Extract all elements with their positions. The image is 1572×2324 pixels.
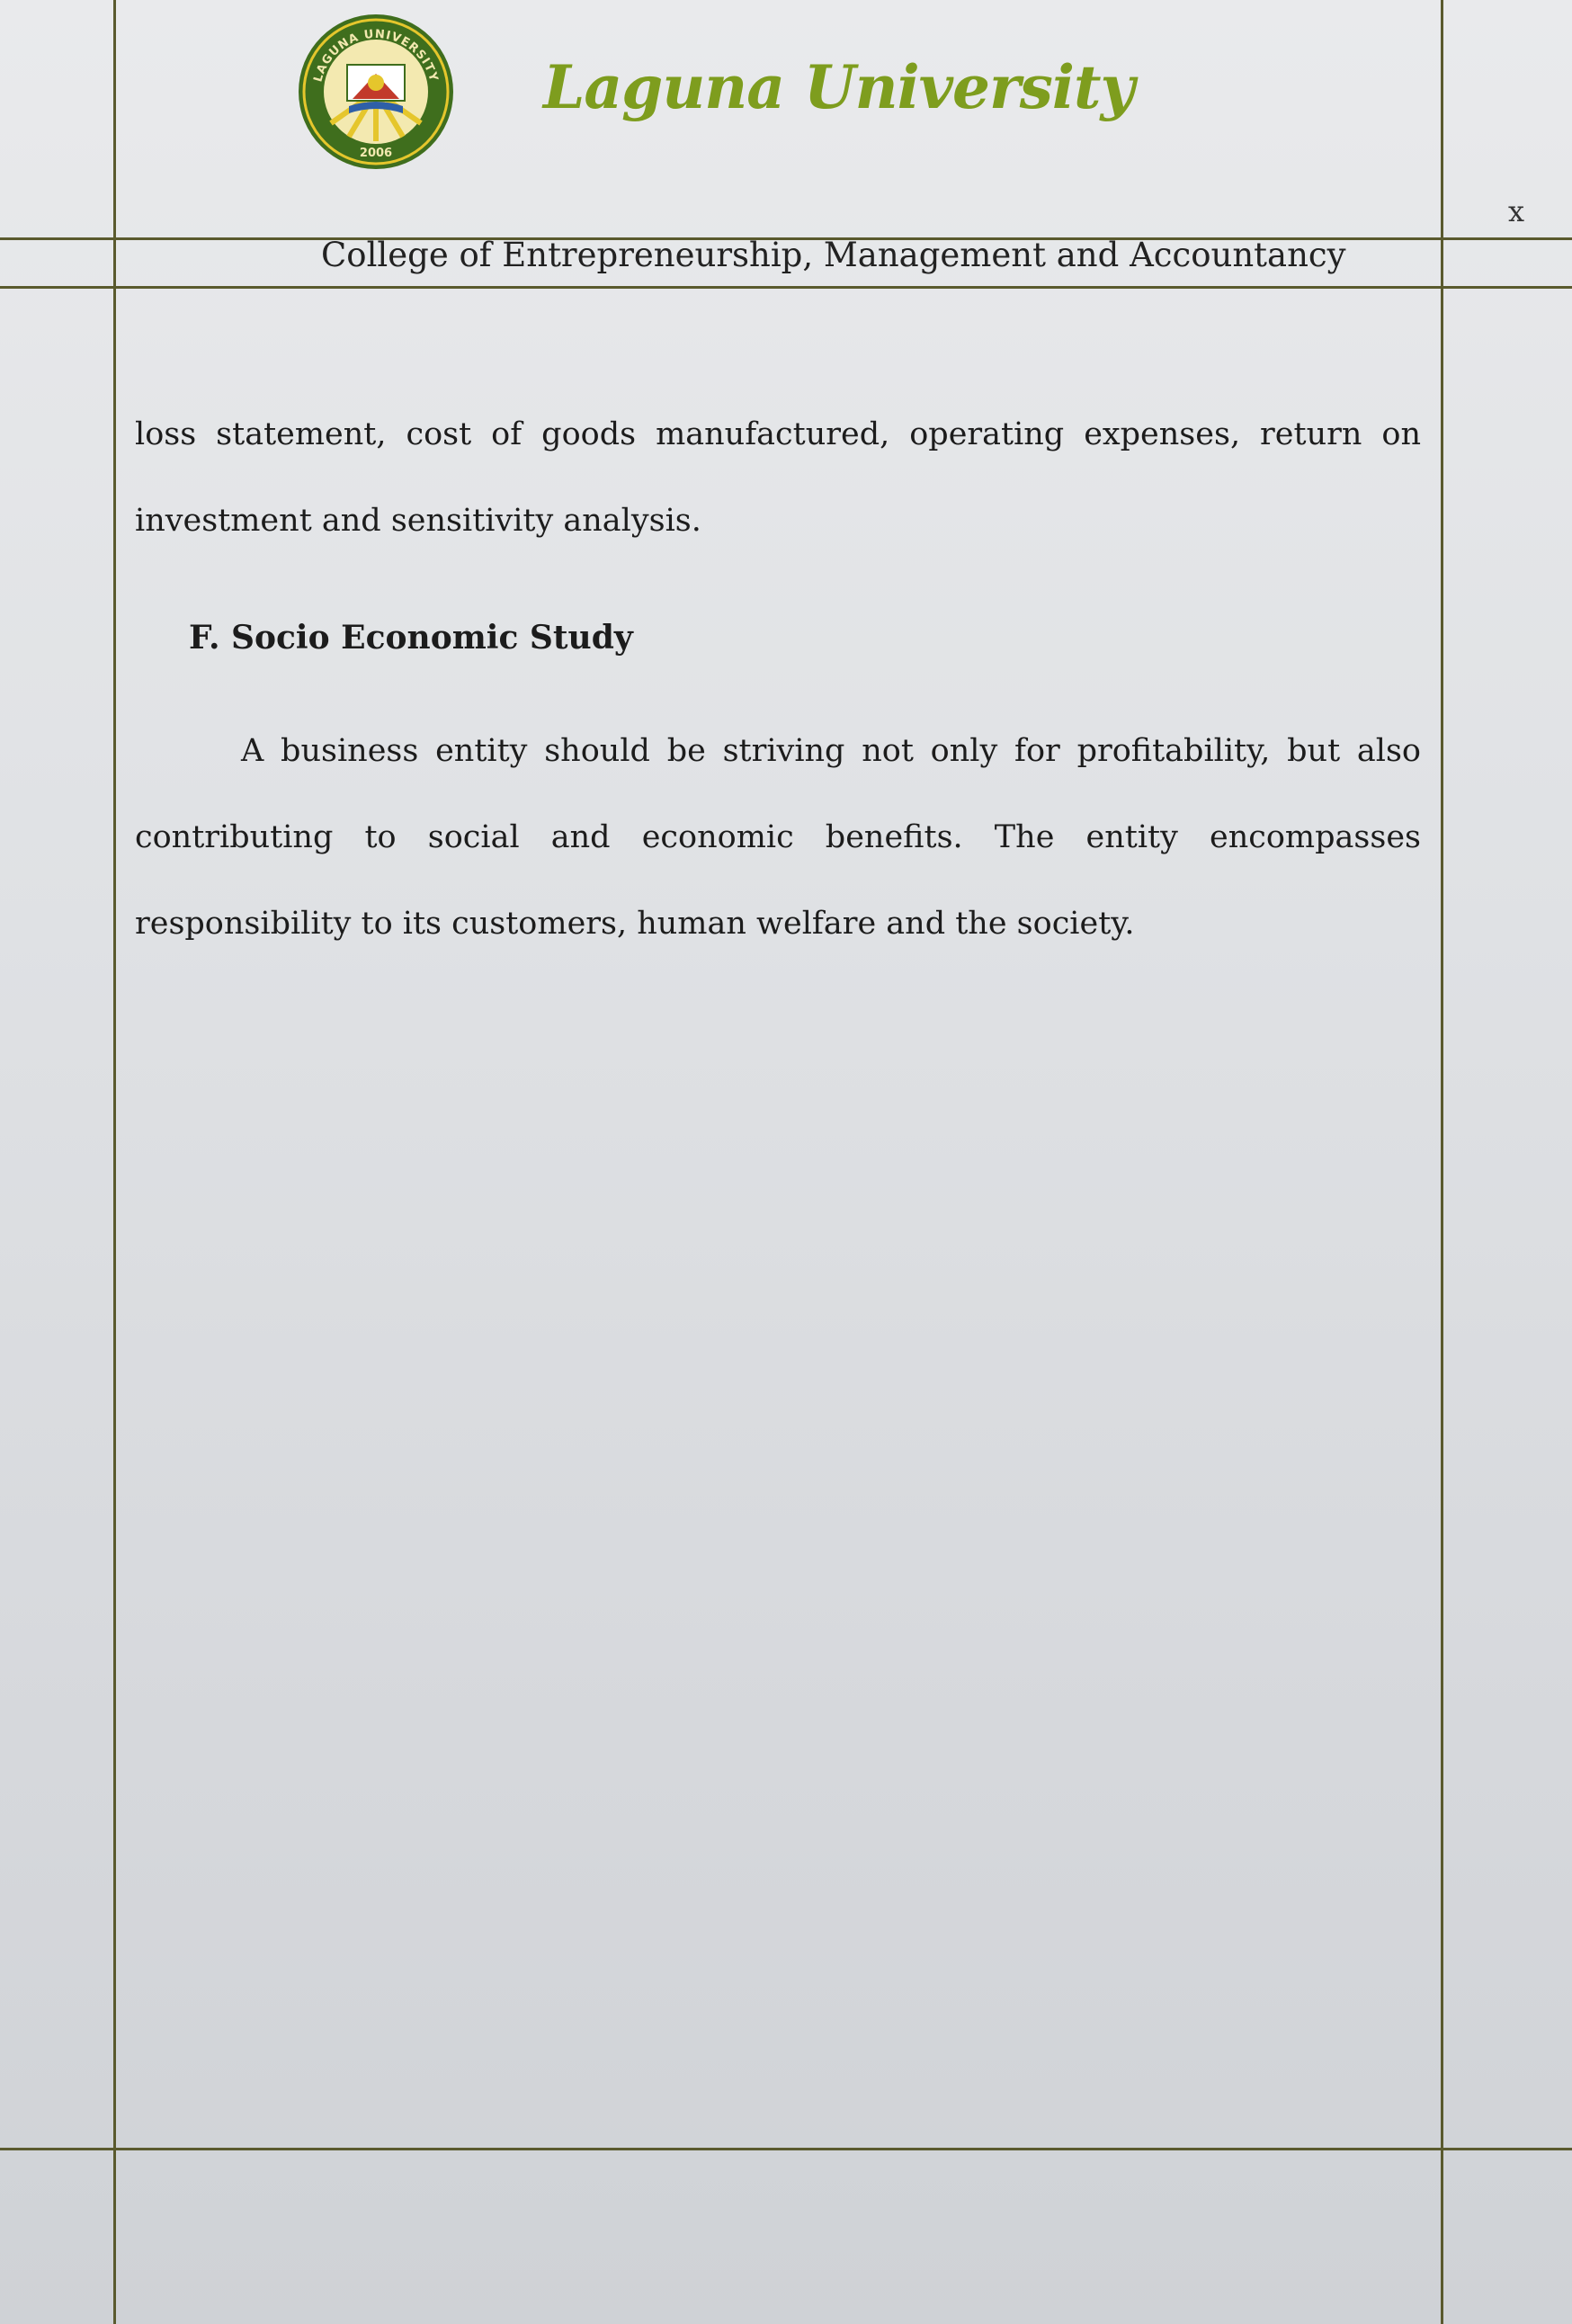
continued-paragraph: loss statement, cost of goods manufactured, operating expenses, return on investment and sensitivity analysis. (135, 416, 1421, 539)
university-name: Laguna University (543, 52, 1134, 122)
header-bottom-line (0, 286, 1572, 289)
laguna-university-seal-icon (295, 11, 457, 173)
university-logo (295, 11, 457, 173)
footer-line (0, 2148, 1572, 2150)
left-border-line (113, 0, 116, 2324)
right-border-line (1441, 0, 1443, 2324)
section-paragraph: A business entity should be striving not only for profitability, but also contributing to social and economic benefits. The entity encompasses responsibility to its customers, human welfare and the society. (135, 733, 1421, 942)
spacer (135, 564, 1421, 594)
page-mark: x (1508, 194, 1525, 228)
svg-text:LAGUNA UNIVERSITY: LAGUNA UNIVERSITY (311, 27, 441, 84)
document-body (135, 391, 1421, 967)
spacer (135, 681, 1421, 708)
college-name: College of Entrepreneurship, Management and Accountancy (321, 236, 1346, 274)
logo-year: 2006 (359, 147, 393, 160)
section-heading: F. Socio Economic Study (189, 619, 633, 657)
